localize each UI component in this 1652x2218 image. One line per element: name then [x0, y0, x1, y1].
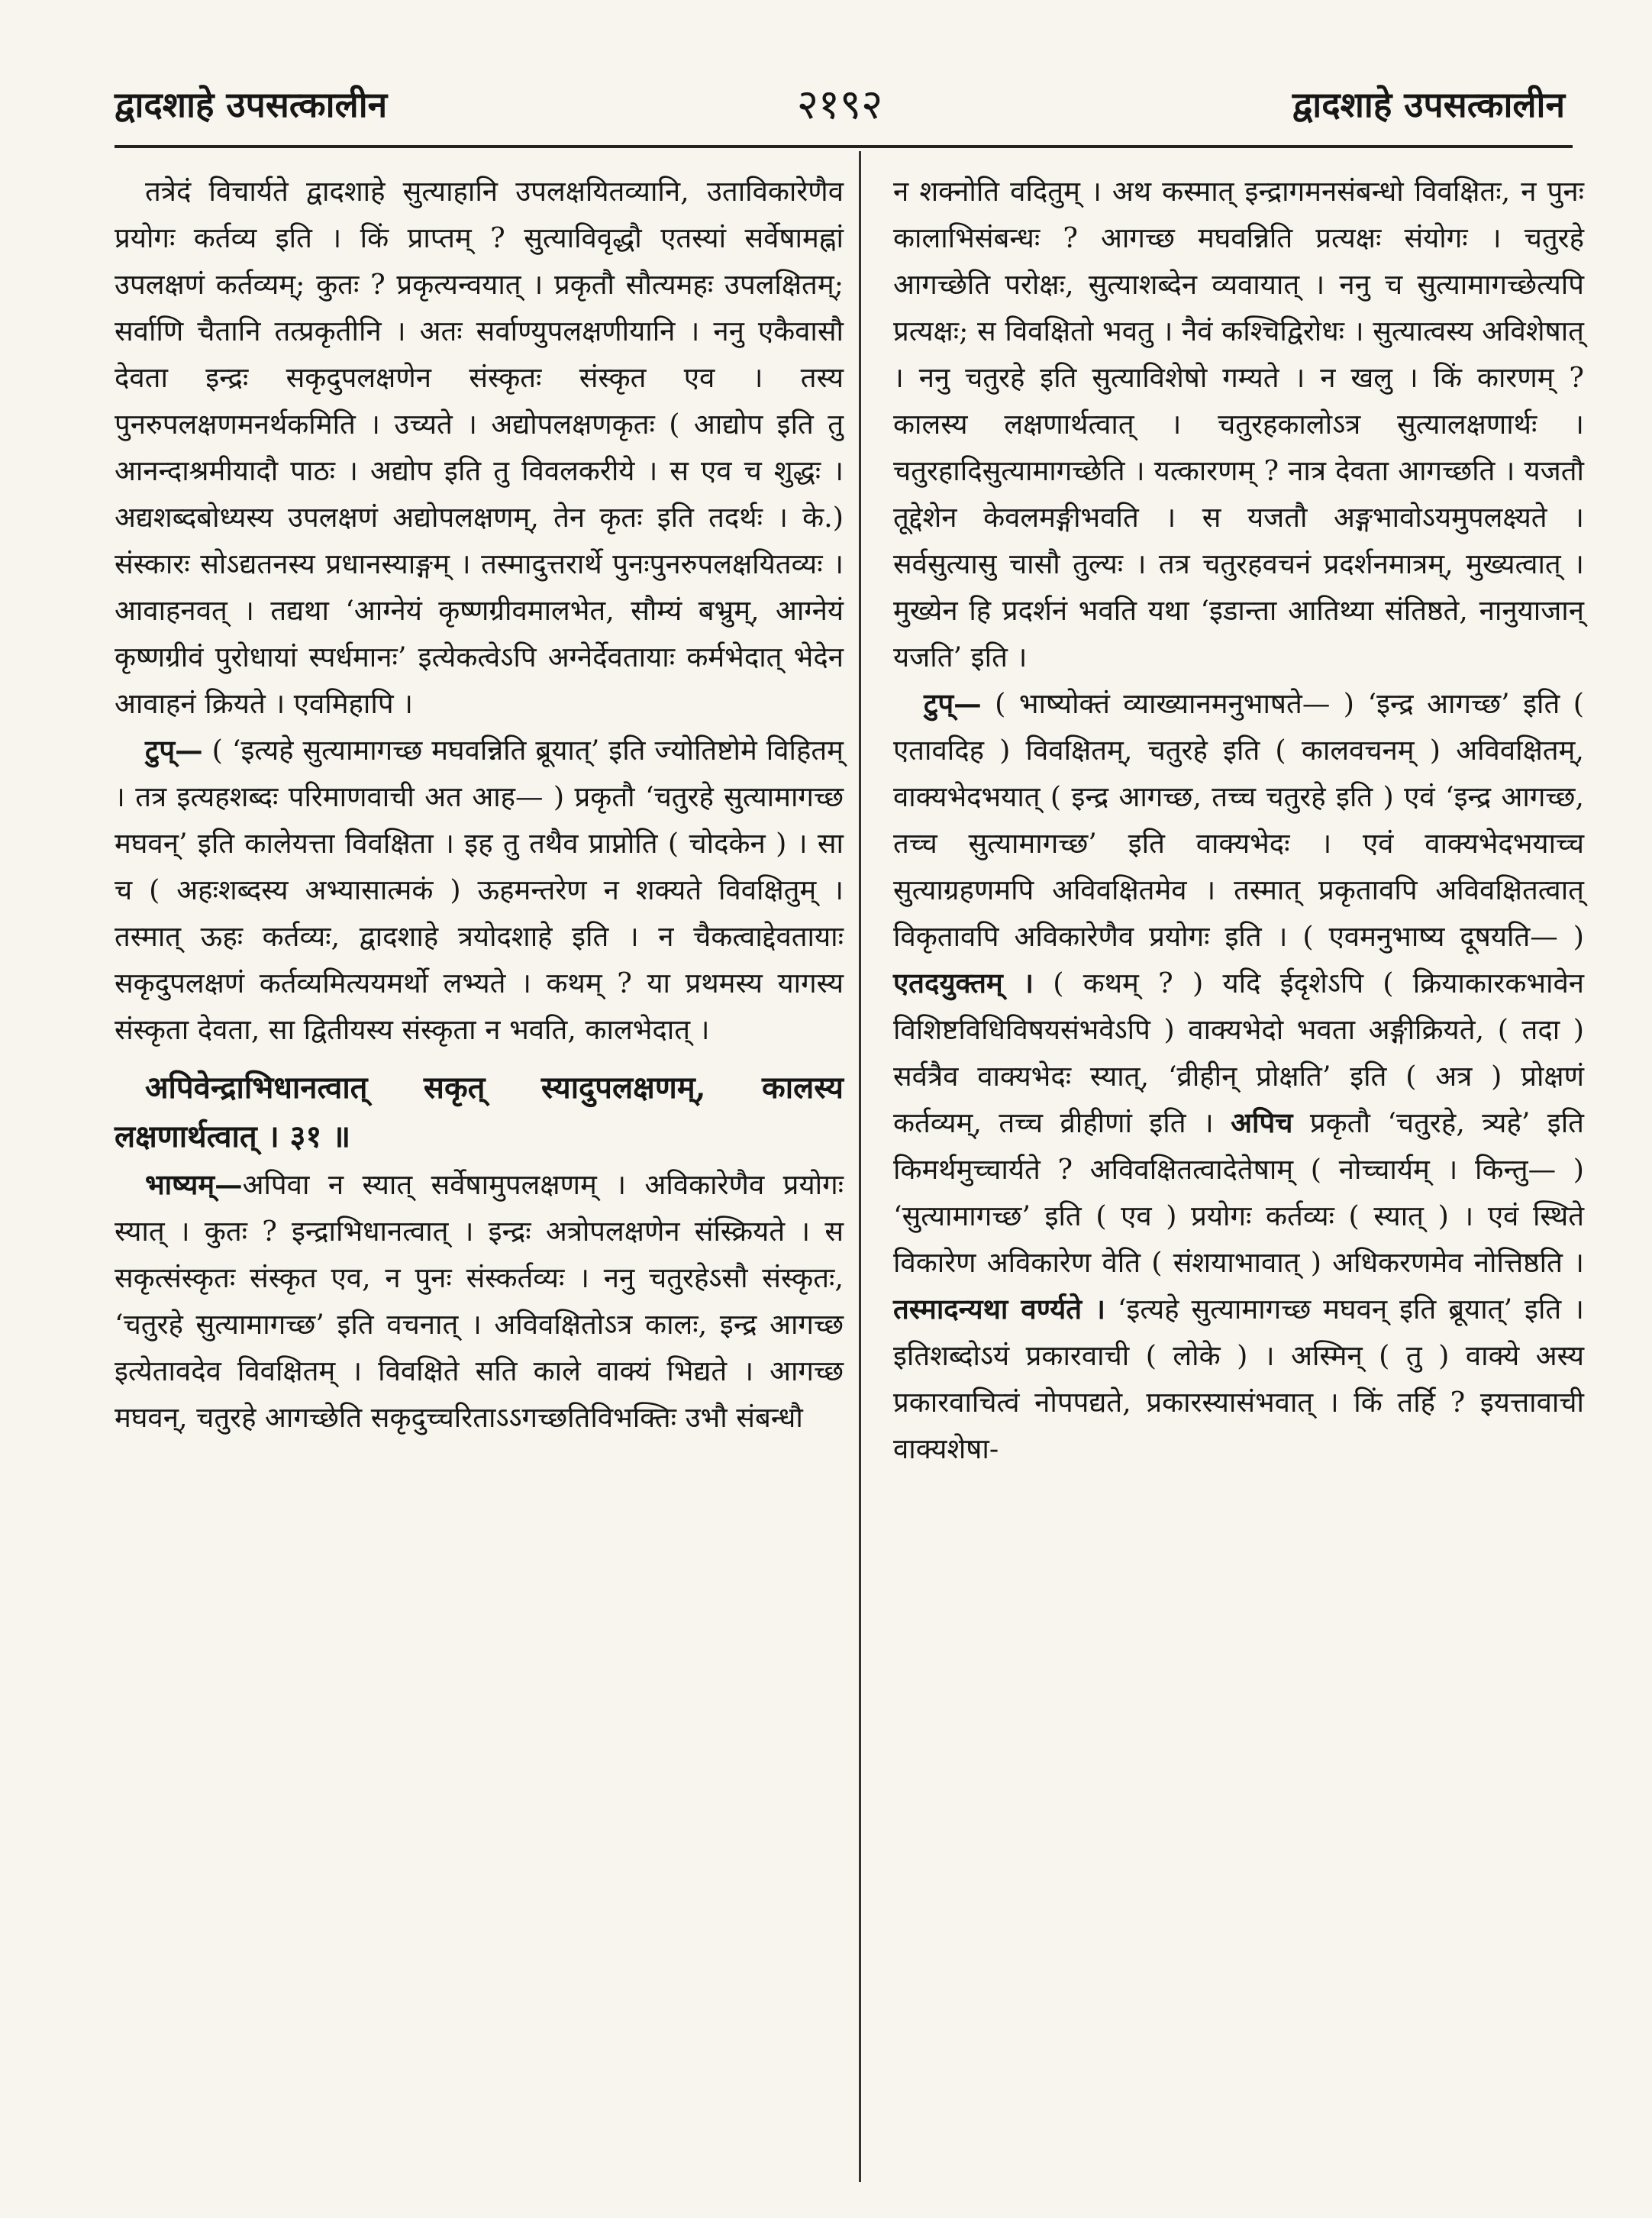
bhashya-paragraph	[115, 1161, 844, 1441]
paragraph-text: ( कथम् ? ) यदि ईदृशेऽपि ( क्रियाकारकभावेन विशिष्टविधिविषयसंभवेऽपि ) वाक्यभेदो भवता अङ्गीक्रियते, ( तदा ) सर्वत्रैव वाक्यभेदः स्यात्, ‘व्रीहीन् प्रोक्षति’ इति ( अत्र ) प्रोक्षणं कर्तव्यम्, तच्च व्रीहीणां इति ।	[893, 967, 1585, 1139]
commentary-tag: टुप्—	[924, 687, 982, 720]
header-left-title: द्वादशाहे उपसत्कालीन	[115, 84, 388, 125]
right-column	[893, 168, 1584, 1472]
emphasis-text: एतदयुक्तम् ।	[893, 967, 1034, 999]
paragraph-text: अपिवा न स्यात् सर्वेषामुपलक्षणम् । अविकारेणैव प्रयोगः स्यात् । कुतः ? इन्द्राभिधानत्वात् । इन्द्रः अत्रोपलक्षणेन संस्क्रियते । स सकृत्संस्कृतः संस्कृत एव, न पुनः संस्कर्तव्यः । ननु चतुरहेऽसौ संस्कृतः, ‘चतुरहे सुत्यामागच्छ’ इति वचनात् । अविवक्षितोऽत्र कालः, इन्द्र आगच्छ इत्येतावदेव विवक्षितम् । विवक्षिते सति काले वाक्यं भिद्यते । आगच्छ मघवन्, चतुरहे आगच्छेति सकृदुच्चरिताऽऽगच्छतिविभक्तिः उभौ संबन्धौ	[115, 1168, 844, 1434]
left-column	[115, 168, 844, 1441]
commentary-tag: भाष्यम्—	[145, 1168, 243, 1201]
paragraph: तत्रेदं विचार्यते द्वादशाहे सुत्याहानि उपलक्षयितव्यानि, उताविकारेणैव प्रयोगः कर्तव्य इति । किं प्राप्तम् ? सुत्याविवृद्धौ एतस्यां सर्वेषामह्नां उपलक्षणं कर्तव्यम्; कुतः ? प्रकृत्यन्वयात् । प्रकृतौ सौत्यमहः उपलक्षितम्; सर्वाणि चैतानि तत्प्रकृतीनि । अतः सर्वाण्युपलक्षणीयानि । ननु एकैवासौ देवता इन्द्रः सकृदुपलक्षणेन संस्कृतः संस्कृत एव । तस्य पुनरुपलक्षणमनर्थकमिति । उच्यते । अद्योपलक्षणकृतः ( आद्योप इति तु आनन्दाश्रमीयादौ पाठः । अद्योप इति तु विवलकरीये । स एव च शुद्धः । अद्यशब्दबोध्यस्य उपलक्षणं अद्योपलक्षणम्, तेन कृतः इति तदर्थः । के.) संस्कारः सोऽद्यतनस्य प्रधानस्याङ्गम् । तस्मादुत्तरार्थे पुनःपुनरुपलक्षयितव्यः । आवाहनवत् । तद्यथा ‘आग्नेयं कृष्णग्रीवमालभेत, सौम्यं बभ्रुम्, आग्नेयं कृष्णग्रीवं पुरोधायां स्पर्धमानः’ इत्येकत्वेऽपि अग्नेर्देवतायाः कर्मभेदात् भेदेन आवाहनं क्रियते । एवमिहापि ।	[115, 175, 844, 720]
header-right-title: द्वादशाहे उपसत्कालीन	[1292, 84, 1565, 125]
tuptika-paragraph	[893, 680, 1584, 1472]
page-number: २१९२	[796, 80, 883, 128]
header-rule	[115, 145, 1573, 148]
paragraph-text: ( भाष्योक्तं व्याख्यानमनुभाषते— ) ‘इन्द्र आगच्छ’ इति ( एतावदिह ) विवक्षितम्, चतुरहे इति ( कालवचनम् ) अविवक्षितम्, वाक्यभेदभयात् ( इन्द्र आगच्छ, तच्च चतुरहे इति ) एवं ‘इन्द्र आगच्छ, तच्च सुत्यामागच्छ’ इति वाक्यभेदः । एवं वाक्यभेदभयाच्च सुत्याग्रहणमपि अविवक्षितमेव । तस्मात् प्रकृतावपि अविवक्षितत्वात् विकृतावपि अविकारेणैव प्रयोगः इति । ( एवमनुभाष्य दूषयति— )	[893, 687, 1584, 953]
running-header	[115, 65, 1565, 137]
commentary-tag: टुप्—	[145, 734, 203, 767]
paragraph-text: ‘इत्यहे सुत्यामागच्छ मघवन् इति ब्रूयात्’ इति । इतिशब्दोऽयं प्रकारवाची ( लोके ) । अस्मिन् ( तु ) वाक्ये अस्य प्रकारवाचित्वं नोपपद्यते, प्रकारस्यासंभवात् । किं तर्हि ? इयत्तावाची वाक्यशेषा-	[893, 1293, 1584, 1465]
emphasis-text: अपिच	[1231, 1106, 1293, 1139]
sutra: अपिवेन्द्राभिधानत्वात् सकृत् स्यादुपलक्षणम्, कालस्य लक्षणार्थत्वात् । ३१ ॥	[115, 1070, 844, 1154]
column-divider	[859, 151, 861, 2182]
tuptika-paragraph	[115, 727, 844, 1053]
paragraph: न शक्नोति वदितुम् । अथ कस्मात् इन्द्रागमनसंबन्धो विवक्षितः, न पुनः कालाभिसंबन्धः ? आगच्छ मघवन्निति प्रत्यक्षः संयोगः । चतुरहे आगच्छेति परोक्षः, सुत्याशब्देन व्यवायात् । ननु च सुत्यामागच्छेत्यपि प्रत्यक्षः; स विवक्षितो भवतु । नैवं कश्चिद्विरोधः । सुत्यात्वस्य अविशेषात् । ननु चतुरहे इति सुत्याविशेषो गम्यते । न खलु । किं कारणम् ? कालस्य लक्षणार्थत्वात् । चतुरहकालोऽत्र सुत्यालक्षणार्थः । चतुरहादिसुत्यामागच्छेति । यत्कारणम् ? नात्र देवता आगच्छति । यजतौ तूद्देशेन केवलमङ्गीभवति । स यजतौ अङ्गभावोऽयमुपलक्ष्यते । सर्वसुत्यासु चासौ तुल्यः । तत्र चतुरहवचनं प्रदर्शनमात्रम्, मुख्यत्वात् । मुख्येन हि प्रदर्शनं भवति यथा ‘इडान्ता आतिथ्या संतिष्ठते, नानुयाजान् यजति’ इति ।	[893, 175, 1584, 673]
paragraph-text: ( ‘इत्यहे सुत्यामागच्छ मघवन्निति ब्रूयात्’ इति ज्योतिष्टोमे विहितम् । तत्र इत्यहशब्दः परिमाणवाची अत आह— ) प्रकृतौ ‘चतुरहे सुत्यामागच्छ मघवन्’ इति कालेयत्ता विवक्षिता । इह तु तथैव प्राप्नोति ( चोदकेन ) । सा च ( अहःशब्दस्य अभ्यासात्मकं ) ऊहमन्तरेण न शक्यते विवक्षितुम् । तस्मात् ऊहः कर्तव्यः, द्वादशाहे त्रयोदशाहे इति । न चैकत्वाद्देवतायाः सकृदुपलक्षणं कर्तव्यमित्ययमर्थो लभ्यते । कथम् ? या प्रथमस्य यागस्य संस्कृता देवता, सा द्वितीयस्य संस्कृता न भवति, कालभेदात् ।	[115, 734, 844, 1046]
paragraph-text: प्रकृतौ ‘चतुरहे, त्र्यहे’ इति किमर्थमुच्चार्यते ? अविवक्षितत्वादेतेषाम् ( नोच्चार्यम् । किन्तु— ) ‘सुत्यामागच्छ’ इति ( एव ) प्रयोगः कर्तव्यः ( स्यात् ) । एवं स्थिते विकारेण अविकारेण वेति ( संशयाभावात् ) अधिकरणमेव नोत्तिष्ठति ।	[893, 1106, 1584, 1279]
emphasis-text: तस्मादन्यथा वर्ण्यते ।	[893, 1293, 1105, 1325]
